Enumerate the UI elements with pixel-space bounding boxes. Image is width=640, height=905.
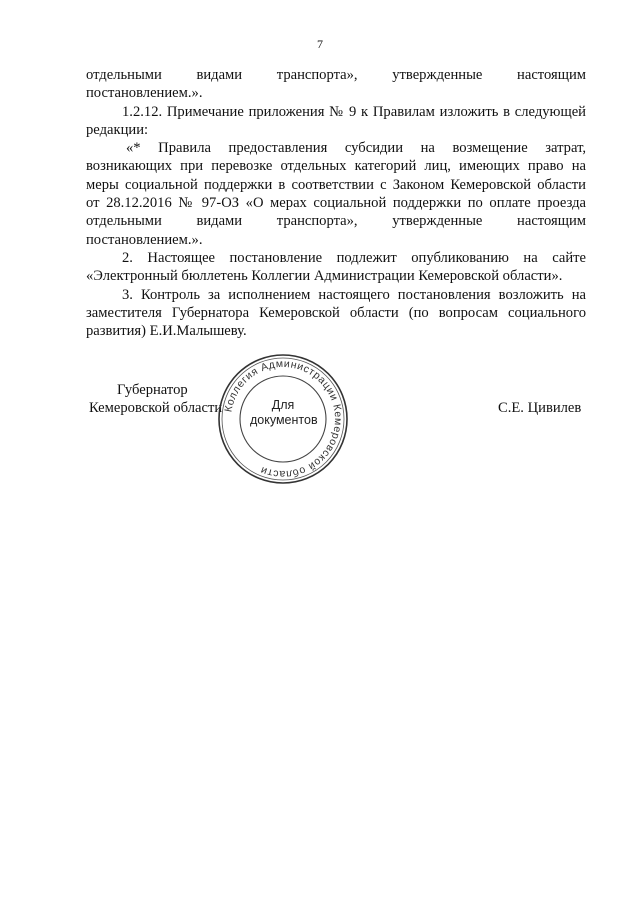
- stamp-center-text: [250, 398, 316, 428]
- document-body: [86, 66, 586, 340]
- quoted-note: [86, 139, 586, 249]
- continuation-paragraph: [86, 66, 586, 103]
- text-line: постановлением.».: [86, 231, 203, 248]
- text-line: постановлением.».: [86, 85, 203, 102]
- text-line: отдельными видами транспорта», утвержденные настоящим: [86, 67, 586, 83]
- text-line: «* Правила предоставления субсидии на возмещение затрат,: [126, 140, 586, 157]
- item-1-2-12: 1.2.12. Примечание приложения № 9 к Правилам изложить в следующей редакции:: [86, 103, 586, 138]
- page-number: 7: [317, 37, 323, 51]
- text-line: отдельными видами транспорта», утвержденные настоящим: [86, 213, 586, 230]
- item-3: 3. Контроль за исполнением настоящего постановления возложить на заместителя Губернатора Кемеровской области (по вопросам социального развития) Е.И.Малышеву.: [86, 286, 586, 340]
- signatory-region: Кемеровской области: [89, 400, 223, 416]
- stamp-ring-text: Коллегия Администрации Кемеровской области: [222, 357, 345, 481]
- stamp-center-line: документов: [250, 413, 318, 427]
- signatory-title: Губернатор: [117, 382, 188, 398]
- item-2: 2. Настоящее постановление подлежит опубликованию на сайте «Электронный бюллетень Коллегии Администрации Кемеровской области».: [86, 249, 586, 285]
- text-line: меры социальной поддержки в соответствии с Законом Кемеровской области: [86, 176, 586, 193]
- text-line: от 28.12.2016 № 97-ОЗ «О мерах социальной поддержки по оплате проезда: [86, 195, 586, 212]
- signatory-name: С.Е. Цивилев: [498, 400, 582, 416]
- text-line: возникающих при перевозке отдельных категорий лиц, имеющих право на: [86, 158, 586, 175]
- stamp-center-line: Для: [271, 398, 295, 412]
